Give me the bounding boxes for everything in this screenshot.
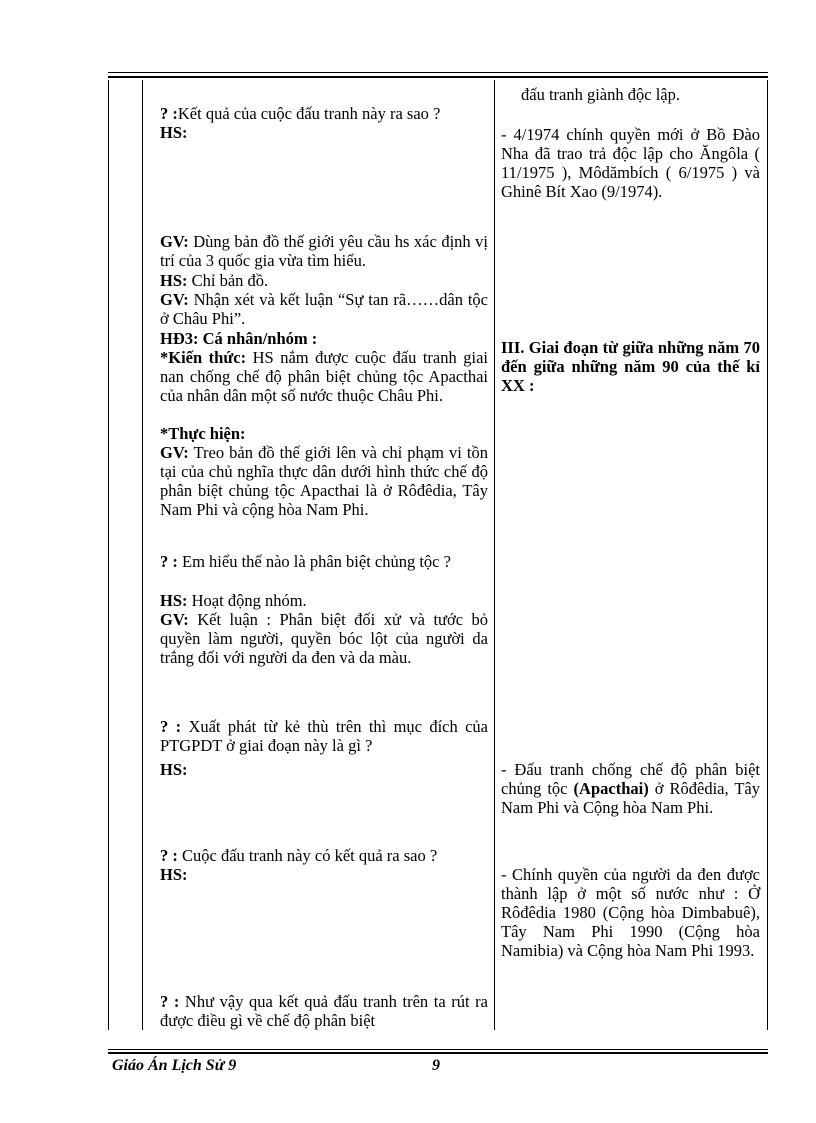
- top-rule-thick: [108, 76, 768, 78]
- knowledge-line: *Kiến thức: HS nắm được cuộc đấu tranh giai nan chống chế độ phân biệt chủng tộc Apacthai của nhân dân một số nước thuộc Châu Phi.: [160, 348, 489, 405]
- footer-title: Giáo Án Lịch Sử 9: [112, 1057, 237, 1074]
- content-paragraph: - 4/1974 chính quyền mới ở Bồ Đào Nha đã trao trả độc lập cho Ăngôla ( 11/1975 ), Môdămbích ( 6/1975 ) và Ghinê Bít Xao (9/1974).: [501, 125, 760, 201]
- bottom-rule-thick: [108, 1052, 768, 1054]
- table-border-left: [108, 80, 109, 1030]
- activity-heading: HĐ3: Cá nhân/nhóm :: [160, 329, 318, 348]
- teacher-line: GV: Treo bản đồ thế giới lên và chỉ phạm vi tồn tại của chủ nghĩa thực dân dưới hình thức chế độ phân biệt chủng tộc Apacthai là ở Rôđêdia, Tây Nam Phi và cộng hòa Nam Phi.: [160, 443, 488, 519]
- content-paragraph: - Chính quyền của người da đen được thành lập ở một số nước như : Ở Rôđêdia 1980 (Cộng hòa Dimbabuê), Tây Nam Phi 1990 (Cộng hòa Namibia) và Cộng hòa Nam Phi 1993.: [501, 865, 760, 960]
- top-rule: [108, 72, 768, 73]
- page-number: 9: [432, 1057, 440, 1074]
- content-line: đấu tranh giành độc lập.: [521, 85, 680, 104]
- student-line: HS:: [160, 865, 188, 884]
- question-line: ? : Xuất phát từ kẻ thù trên thì mục đích của PTGPDT ở giai đoạn này là gì ?: [160, 717, 488, 755]
- procedure-heading: *Thực hiện:: [160, 424, 246, 443]
- teacher-line: GV: Nhận xét và kết luận “Sự tan rã……dân tộc ở Châu Phi”.: [160, 290, 488, 328]
- question-line: ? : Cuộc đấu tranh này có kết quả ra sao ?: [160, 846, 438, 865]
- student-line: HS: Hoạt động nhóm.: [160, 591, 307, 610]
- question-line: ? : Em hiểu thế nào là phân biệt chủng tộc ?: [160, 552, 451, 571]
- question-line: ? :Kết quả của cuộc đấu tranh này ra sao ?: [160, 104, 441, 123]
- bottom-rule: [108, 1049, 768, 1050]
- teacher-line: GV: Dùng bản đồ thế giới yêu cầu hs xác định vị trí của 3 quốc gia vừa tìm hiểu.: [160, 232, 488, 270]
- table-border-right: [767, 80, 768, 1030]
- table-border-inner-left: [142, 80, 143, 1030]
- student-line: HS:: [160, 760, 188, 779]
- question-line: ? : Như vậy qua kết quả đấu tranh trên ta rút ra được điều gì về chế độ phân biệt: [160, 992, 489, 1030]
- table-border-middle: [494, 80, 495, 1030]
- student-line: HS: Chỉ bản đồ.: [160, 271, 269, 290]
- section-heading: III. Giai đoạn từ giữa những năm 70 đến giữa những năm 90 của thế kỉ XX :: [501, 338, 760, 395]
- content-paragraph: - Đấu tranh chống chế độ phân biệt chủng tộc (Apacthai) ở Rôđêdia, Tây Nam Phi và Cộng hòa Nam Phi.: [501, 760, 760, 817]
- student-line: HS:: [160, 123, 188, 142]
- teacher-line: GV: Kết luận : Phân biệt đối xử và tước bỏ quyền làm người, quyền bóc lột của người da trắng đối với người da đen và da màu.: [160, 610, 488, 667]
- lesson-table: [108, 80, 768, 1030]
